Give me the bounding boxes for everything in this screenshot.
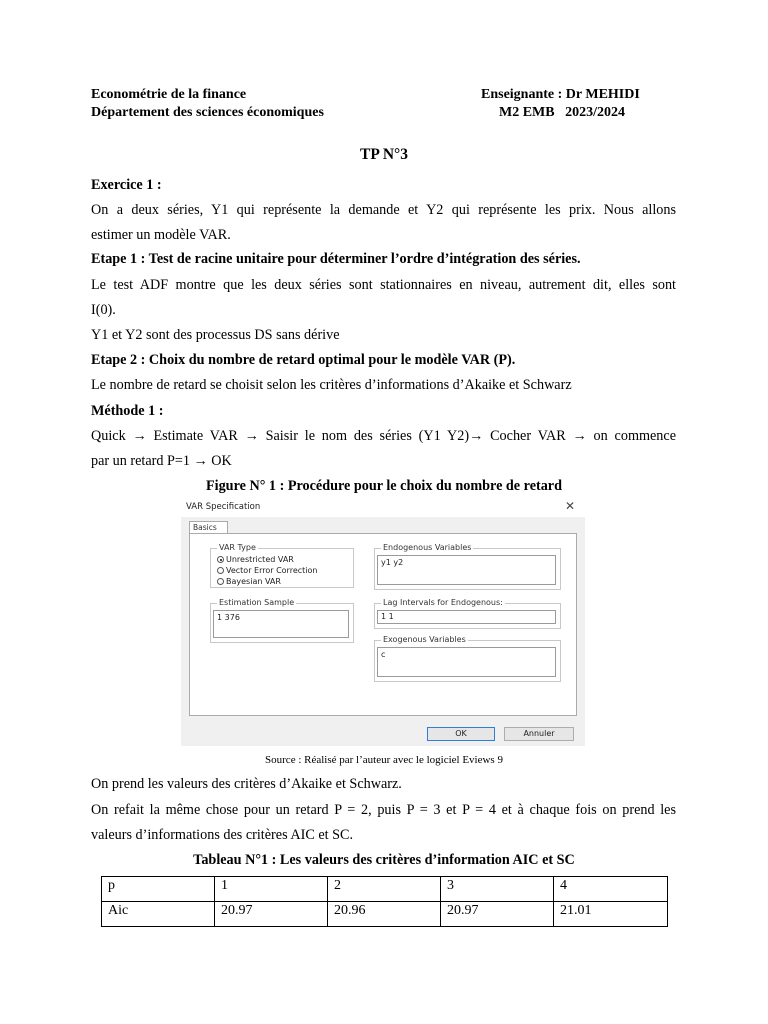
- tab-basics[interactable]: Basics: [189, 521, 228, 533]
- option-label: Unrestricted VAR: [226, 555, 294, 564]
- ok-button[interactable]: OK: [427, 727, 495, 741]
- step1-heading: Etape 1 : Test de racine unitaire pour déterminer l’ordre d’intégration des séries.: [91, 251, 581, 267]
- option-bayesian-var[interactable]: [217, 577, 281, 587]
- after-line-1: On prend les valeurs des critères d’Akaike et Schwarz.: [91, 776, 402, 792]
- table-cell: 20.96: [328, 902, 441, 927]
- criteria-table: [101, 876, 668, 927]
- method-line-1: Quick → Estimate VAR → Saisir le nom des séries (Y1 Y2)→ Cocher VAR → on commence: [91, 428, 676, 444]
- exogenous-label: Exogenous Variables: [383, 635, 466, 644]
- table-cell: 3: [441, 877, 554, 902]
- exogenous-input[interactable]: c: [377, 647, 556, 677]
- intro-line-1: On a deux séries, Y1 qui représente la demande et Y2 qui représente les prix. Nous allons: [91, 202, 676, 218]
- table-cell: Aic: [102, 902, 215, 927]
- table-cell: 2: [328, 877, 441, 902]
- estimation-sample-input[interactable]: 1 376: [213, 610, 349, 638]
- radio-icon[interactable]: [217, 567, 224, 574]
- step1-line-2: I(0).: [91, 302, 116, 318]
- department: Département des sciences économiques: [91, 105, 324, 120]
- estimation-sample-label: Estimation Sample: [219, 598, 295, 607]
- after-line-3: valeurs d’informations des critères AIC et SC.: [91, 827, 354, 843]
- table-cell: p: [102, 877, 215, 902]
- class-year: M2 EMB 2023/2024: [499, 105, 625, 120]
- option-label: Vector Error Correction: [226, 566, 318, 575]
- teacher: Enseignante : Dr MEHIDI: [481, 87, 640, 102]
- option-vector-error-correction[interactable]: [217, 566, 317, 576]
- step2-line-1: Le nombre de retard se choisit selon les critères d’informations d’Akaike et Schwarz: [91, 377, 572, 393]
- estimation-sample-group: [210, 598, 354, 643]
- var-specification-dialog: [181, 497, 585, 746]
- lag-intervals-input[interactable]: 1 1: [377, 610, 556, 624]
- cancel-button[interactable]: Annuler: [504, 727, 574, 741]
- radio-icon[interactable]: [217, 578, 224, 585]
- lag-intervals-label: Lag Intervals for Endogenous:: [383, 598, 503, 607]
- lag-intervals-group: [374, 598, 561, 629]
- figure-caption: Figure N° 1 : Procédure pour le choix du nombre de retard: [205, 478, 562, 494]
- close-icon[interactable]: ✕: [564, 499, 575, 513]
- page-title: TP N°3: [360, 146, 408, 163]
- method-line-2: par un retard P=1 → OK: [91, 453, 232, 469]
- step1-line-1: Le test ADF montre que les deux séries sont stationnaires en niveau, autrement dit, elles sont: [91, 277, 676, 293]
- option-label: Bayesian VAR: [226, 577, 281, 586]
- table-row: [102, 902, 668, 927]
- after-line-2: On refait la même chose pour un retard P = 2, puis P = 3 et P = 4 et à chaque fois on prend les: [91, 802, 676, 818]
- var-type-group: [210, 543, 354, 588]
- table-cell: 21.01: [554, 902, 668, 927]
- radio-selected-icon[interactable]: [217, 556, 224, 563]
- table-caption: Tableau N°1 : Les valeurs des critères d’information AIC et SC: [193, 852, 575, 868]
- step2-heading: Etape 2 : Choix du nombre de retard optimal pour le modèle VAR (P).: [91, 352, 516, 368]
- var-type-label: VAR Type: [219, 543, 256, 552]
- table-cell: 20.97: [441, 902, 554, 927]
- table-cell: 20.97: [215, 902, 328, 927]
- endogenous-label: Endogenous Variables: [383, 543, 472, 552]
- dialog-titlebar: [181, 497, 585, 517]
- course-title: Econométrie de la finance: [91, 87, 247, 102]
- tab-panel: [189, 533, 577, 716]
- exogenous-group: [374, 635, 561, 682]
- table-row: [102, 877, 668, 902]
- option-unrestricted-var[interactable]: [217, 555, 294, 565]
- table-cell: 1: [215, 877, 328, 902]
- step1-line-3: Y1 et Y2 sont des processus DS sans dérive: [91, 327, 340, 343]
- endogenous-input[interactable]: y1 y2: [377, 555, 556, 585]
- exercise-heading: Exercice 1 :: [91, 177, 162, 193]
- intro-line-2: estimer un modèle VAR.: [91, 227, 231, 243]
- endogenous-group: [374, 543, 561, 590]
- figure-source: Source : Réalisé par l’auteur avec le logiciel Eviews 9: [265, 754, 503, 766]
- table-cell: 4: [554, 877, 668, 902]
- dialog-title: VAR Specification: [186, 502, 261, 512]
- method-heading: Méthode 1 :: [91, 403, 164, 419]
